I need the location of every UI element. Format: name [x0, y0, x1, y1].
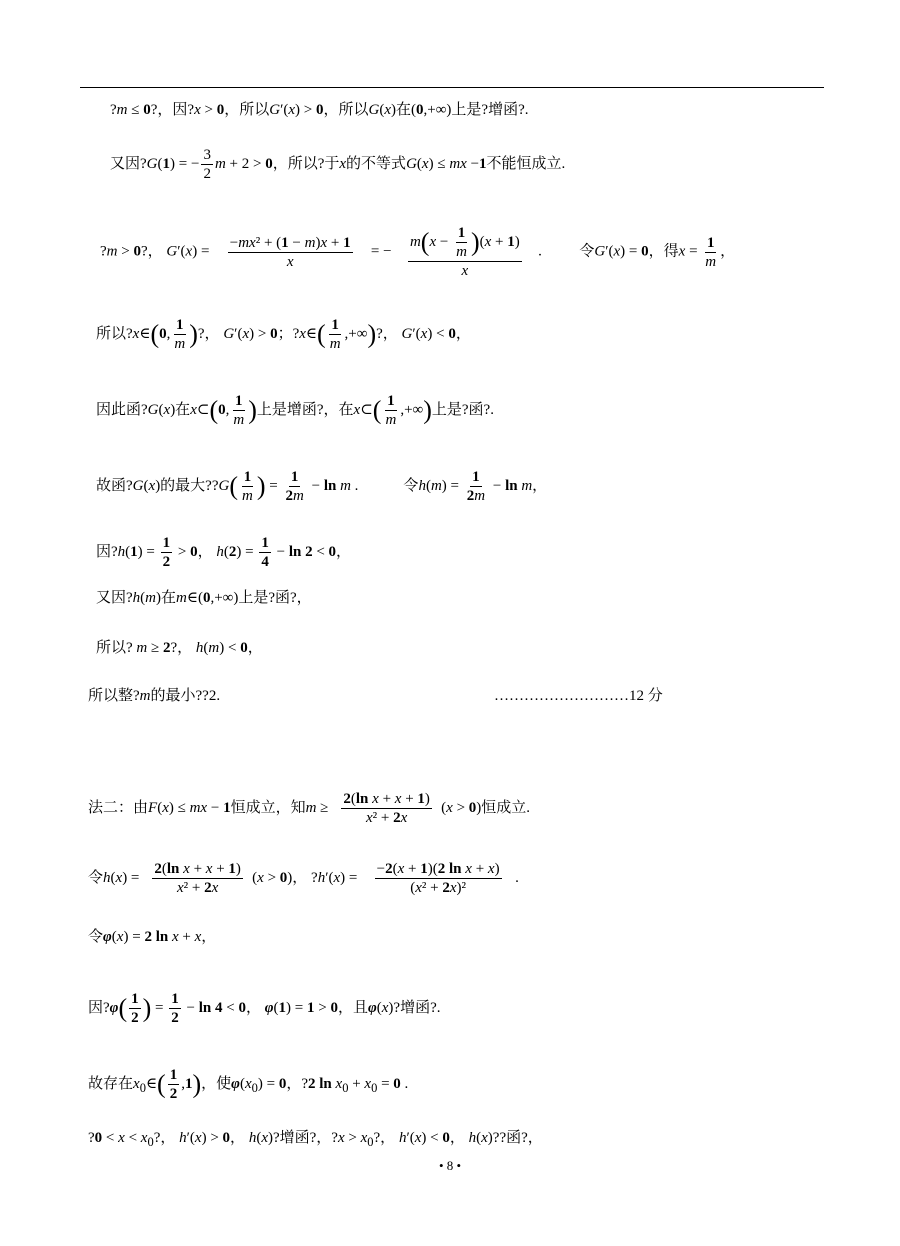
line-9: 所以? m ≥ 2?， h(m) < 0， [96, 640, 263, 656]
line-3: ?m > 0?， G′(x) = $\frac{\text{−mx² + (1 − m)x + 1}}{x}$ = − m(x − $\frac{1}{m}$ )(x + 1) x . 令G′(x) = 0，得x = $\frac{1}{m}$ ， [100, 225, 736, 279]
line-2: 又因?G(1) = − $\frac{3}{2}$ m + 2 > 0，所以?于x的不等式G(x) ≤ mx −1不能恒成立. [110, 147, 566, 182]
line-11: 法二：由F(x) ≤ mx − 1恒成立，知m ≥ $\frac{\text{2(ln x + x + 1)}}{\text{x² + 2x}}$ (x > 0)恒成立. [88, 791, 531, 826]
line-5: 因此函?G(x)在x⊂(0, $\frac{1}{m}$ )上是增函?，在x⊂( $\frac{1}{m}$ ,+∞)上是?函?. [96, 393, 494, 428]
line-15: 故存在$x_0\in$( $\frac{1}{2}$ ,1)，使$\varphi(x_0) = 0$，?2 $\ln x_0 + x_0 = 0$ . [88, 1067, 409, 1102]
line-6: 故函?G(x)的最大??G( $\frac{1}{m}$ ) = $\frac{1}{2m}$ − ln m . 令h(m) = $\frac{1}{2m}$ − ln m， [96, 469, 548, 504]
page-number: • 8 • [438, 1158, 462, 1173]
line-4: 所以?x∈(0, $\frac{1}{m}$ )?， G′(x) > 0；?x∈( $\frac{1}{m}$ ,+∞)?， G′(x) < 0， [96, 317, 471, 352]
line-16: ?0 < $x < x_0$?， h′(x) > 0， h(x)?增函?，?x > $x_0$?， h′(x) < 0， h(x)??函?， [88, 1130, 543, 1149]
line-7: 因?h(1) = $\frac{1}{2}$ > 0， h(2) = $\frac{1}{4}$ − ln 2 < 0， [96, 535, 352, 570]
line-14: 因?φ( $\frac{1}{2}$ ) = $\frac{1}{2}$ − ln 4 < 0， φ(1) = 1 > 0，且φ(x)?增函?. [88, 991, 441, 1026]
line-8: 又因?h(m)在m∈(0,+∞)上是?函?， [96, 590, 312, 606]
line-13: 令φ(x) = 2 ln x + x， [88, 929, 217, 945]
line-12: 令h(x) = $\frac{\text{2(ln x + x + 1)}}{\text{x² + 2x}}$ (x > 0)， ?h′(x) = $\frac{\text{−2(x + 1)(2 ln x + x)}}{\text{(x² + 2x)²}}$ . [88, 861, 519, 896]
score-mark: ………………………12 分 [494, 688, 663, 704]
header-rule [80, 87, 824, 88]
line-10: 所以整?m的最小??2. [88, 688, 221, 704]
line-1: ?m ≤ 0?，因?x > 0，所以G′(x) > 0，所以G(x)在(0,+∞)上是?增函?. [110, 102, 529, 118]
